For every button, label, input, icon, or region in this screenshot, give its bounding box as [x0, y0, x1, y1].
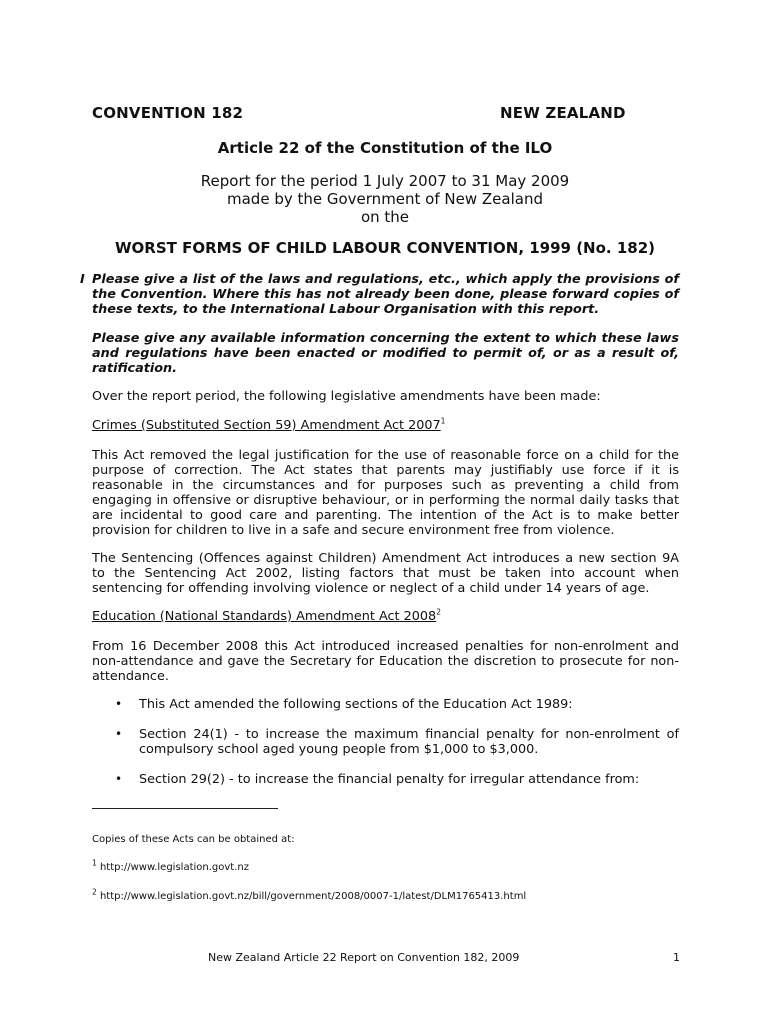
report-on-the: on the: [360, 208, 410, 226]
footer-text: New Zealand Article 22 Report on Convention 182, 2009: [208, 951, 520, 964]
act1-footnote-ref: 1: [440, 416, 446, 426]
footnote-number: 1: [92, 858, 97, 868]
act1-paragraph-1: This Act removed the legal justification for the use of reasonable force on a child for the purpose of correction. The Act states that parents may justifiably use force if it is reasonable in the circumstances and for purposes such as preventing a child from engaging in offensive or disruptive behaviour, or in performing the normal daily tasks that are incidental to good care and parenting. The intention of the Act is to make better provision for children to live in a safe and secure environment free from violence.: [92, 448, 679, 538]
bullet-icon: •: [115, 697, 123, 711]
footnote-divider: [92, 808, 278, 809]
act2-heading: [92, 609, 441, 624]
footnote-2: [92, 887, 527, 902]
act2-footnote-ref: 2: [436, 607, 441, 617]
bullet-icon: •: [115, 772, 123, 786]
report-period: Report for the period 1 July 2007 to 31 May 2009: [200, 172, 570, 190]
act1-heading: [92, 418, 445, 433]
question-text: Please give a list of the laws and regulations, etc., which apply the provisions of the Convention. Where this has not already been done, please forward copies of these texts, to the International Labour Organisation with this report.: [92, 272, 679, 317]
intro-paragraph: Over the report period, the following legislative amendments have been made:: [92, 389, 601, 404]
convention-title: WORST FORMS OF CHILD LABOUR CONVENTION, 1999 (No. 182): [114, 239, 656, 257]
page-number: 1: [673, 951, 680, 964]
bullet-item: Section 29(2) - to increase the financial penalty for irregular attendance from:: [139, 772, 640, 787]
report-government: made by the Government of New Zealand: [227, 190, 543, 208]
footnote-number: 2: [92, 887, 97, 897]
footnotes-intro: Copies of these Acts can be obtained at:: [92, 834, 295, 845]
act1-title: Crimes (Substituted Section 59) Amendment Act 2007: [92, 418, 441, 433]
bullet-item: Section 24(1) - to increase the maximum financial penalty for non-enrolment of compulsory school aged young people from $1,000 to $3,000.: [139, 727, 679, 757]
act1-paragraph-2: The Sentencing (Offences against Children) Amendment Act introduces a new section 9A to the Sentencing Act 2002, listing factors that must be taken into account when sentencing for offending involving violence or neglect of a child under 14 years of age.: [92, 551, 679, 596]
bullet-icon: •: [115, 727, 123, 741]
convention-number: CONVENTION 182: [92, 104, 244, 122]
article-title: Article 22 of the Constitution of the ILO: [217, 139, 553, 157]
footnote-link[interactable]: http://www.legislation.govt.nz/bill/government/2008/0007-1/latest/DLM1765413.html: [99, 891, 527, 902]
footnote-link[interactable]: http://www.legislation.govt.nz: [99, 862, 249, 873]
act2-paragraph-1: From 16 December 2008 this Act introduced increased penalties for non-enrolment and non-attendance and gave the Secretary for Education the discretion to prosecute for non-attendance.: [92, 639, 679, 684]
question-marker: I: [80, 272, 85, 287]
question-text-2: Please give any available information concerning the extent to which these laws and regulations have been enacted or modified to permit of, or as a result of, ratification.: [92, 331, 679, 376]
footnote-1: [92, 858, 249, 873]
country-name: NEW ZEALAND: [500, 104, 626, 122]
bullet-item: This Act amended the following sections of the Education Act 1989:: [139, 697, 573, 712]
act2-title: Education (National Standards) Amendment Act 2008: [92, 609, 437, 624]
